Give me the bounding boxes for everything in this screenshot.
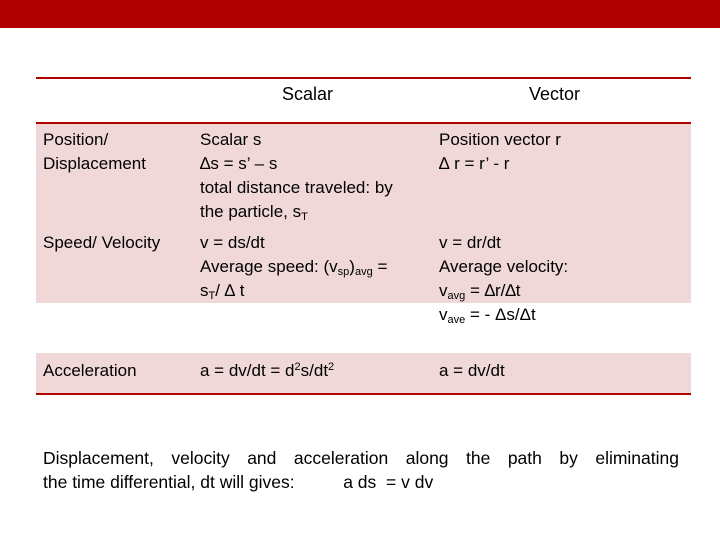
footer-line1: Displacement, velocity and acceleration along the path by eliminating (43, 448, 679, 468)
row-position-scalar-line4: the particle, $s_T$ (200, 202, 308, 223)
row-acceleration-scalar: $a = dv/dt = d^2s/dt^2$ (200, 361, 335, 380)
row-position-label-line2: Displacement (43, 154, 146, 173)
row-position-scalar-line3: total distance traveled: by (200, 178, 393, 197)
footer-paragraph (43, 446, 679, 494)
row-acceleration-vector: a = dv/dt (439, 361, 505, 380)
row-position-scalar-line2: ∆s = s’ – s (200, 154, 278, 173)
row-position-label-line1: Position/ (43, 130, 109, 149)
row-velocity-vector-line1: v = dr/dt (439, 233, 501, 252)
footer-line2: the time differential, dt will gives: a ds = v dv (43, 472, 434, 492)
row-velocity-scalar-line3: $s_T/$ ∆ t (200, 281, 245, 302)
top-accent-bar (0, 0, 720, 28)
header-scalar: Scalar (282, 84, 334, 104)
row-position-vector-line2: ∆ r = r’ - r (439, 154, 510, 173)
row-position-scalar-line1: Scalar s (200, 130, 262, 149)
table-top-rule (36, 77, 691, 79)
table-bottom-rule (36, 393, 691, 395)
row-velocity-vector-line3: $v_{avg} = \Delta r/\Delta t$ (439, 281, 521, 302)
row-velocity-label: Speed/ Velocity (43, 233, 161, 252)
row-velocity-vector-line2: Average velocity: (439, 257, 569, 276)
header-vector: Vector (529, 84, 581, 104)
row-acceleration-label: Acceleration (43, 361, 137, 380)
row-velocity-vector-line4: $v_{ave}$ = - Δs/Δt (439, 305, 536, 326)
row-position-vector-line1: Position vector r (439, 130, 561, 149)
row-velocity-scalar-line1: v = ds/dt (200, 233, 265, 252)
row-velocity-scalar-line2: Average speed: $(v_{sp})_{avg}$ = (200, 257, 388, 278)
